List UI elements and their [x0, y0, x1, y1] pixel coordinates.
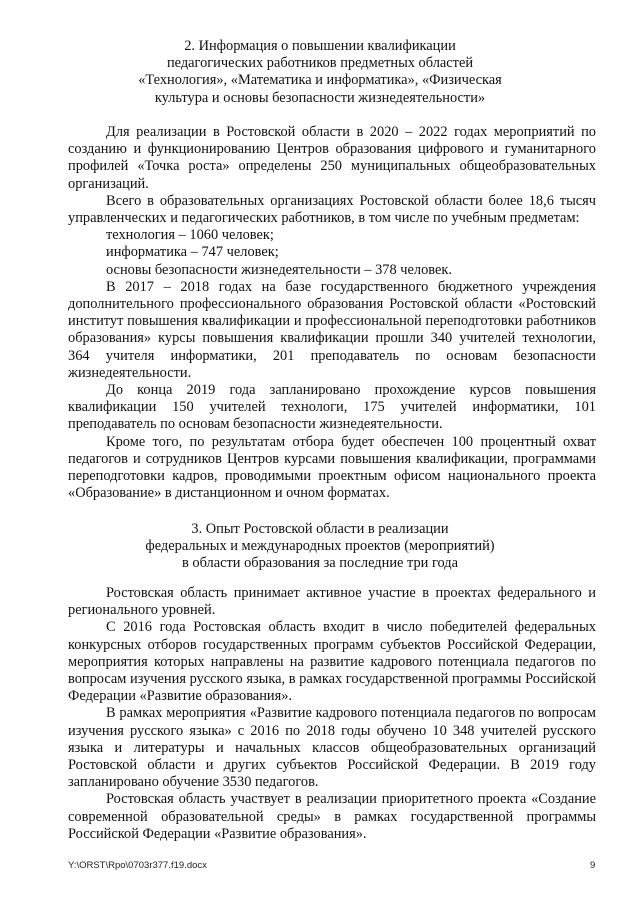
paragraph: В рамках мероприятия «Развитие кадрового потенциала педагогов по вопросам изучения русского языка» с 2016 по 2018 годы обучено 10 348 учителей русского языка и литературы и начальных классов общеобразовательных организаций Ростовской области и других субъектов Российской Федерации. В 2019 году запланировано обучение 3530 педагогов. [68, 705, 596, 791]
list-item: основы безопасности жизнедеятельности – 378 человек. [106, 261, 452, 278]
section-2-heading [40, 38, 600, 107]
heading-line: «Технология», «Математика и информатика», «Физическая [138, 72, 502, 89]
paragraph: Для реализации в Ростовской области в 2020 – 2022 годах мероприятий по созданию и функционированию Центров образования цифрового и гуманитарного профилей «Точка роста» определены 250 муниципальных общеобразовательных организаций. [68, 124, 596, 192]
section-3-heading [40, 521, 600, 573]
section-2-body [68, 124, 596, 502]
paragraph: Всего в образовательных организациях Ростовской области более 18,6 тысяч управленческих и педагогических работников, в том числе по учебным предметам: [68, 192, 596, 227]
paragraph: В 2017 – 2018 годах на базе государственного бюджетного учреждения дополнительного профессионального образования Ростовской области «Ростовский институт повышения квалификации и профессиональной переподготовки работников образования» курсы повышения квалификации прошли 340 учителей технологии, 364 учителя информатики, 201 преподаватель по основам безопасности жизнедеятельности. [68, 278, 596, 381]
paragraph: До конца 2019 года запланировано прохождение курсов повышения квалификации 150 учителей технологи, 175 учителей информатики, 101 преподаватель по основам безопасности жизнедеятельности. [68, 382, 596, 433]
list-item: информатика – 747 человек; [106, 244, 279, 261]
paragraph: Ростовская область принимает активное участие в проектах федерального и регионального уровней. [68, 585, 596, 619]
heading-line: педагогических работников предметных областей [166, 55, 474, 72]
paragraph: Ростовская область участвует в реализации приоритетного проекта «Создание современной образовательной среды» в рамках государственной программы Российской Федерации «Развитие образования». [68, 791, 596, 842]
heading-line: 2. Информация о повышении квалификации [184, 38, 456, 54]
page-number: 9 [590, 860, 596, 871]
heading-line: культура и основы безопасности жизнедеятельности» [154, 89, 486, 106]
footer-file-path: Y:\ORST\Rpo\0703r377.f19.docx [68, 860, 207, 871]
list-item: технология – 1060 человек; [106, 227, 274, 244]
heading-line: федеральных и международных проектов (мероприятий) [145, 538, 495, 555]
paragraph: Кроме того, по результатам отбора будет обеспечен 100 процентный охват педагогов и сотрудников Центров курсами повышения квалификации, программами переподготовки кадров, проводимыми проектным офисом национального проекта «Образование» в дистанционном и очном форматах. [68, 433, 596, 502]
heading-line: в области образования за последние три года [182, 555, 458, 572]
paragraph: С 2016 года Ростовская область входит в число победителей федеральных конкурсных отборов государственных программ субъектов Российской Федерации, мероприятия которых направлены на развитие кадрового потенциала педагогов по вопросам изучения русского языка, в рамках государственной программы Российской Федерации «Развитие образования». [68, 619, 596, 705]
heading-line: 3. Опыт Ростовской области в реализации [191, 521, 449, 537]
section-3-body [68, 585, 596, 843]
